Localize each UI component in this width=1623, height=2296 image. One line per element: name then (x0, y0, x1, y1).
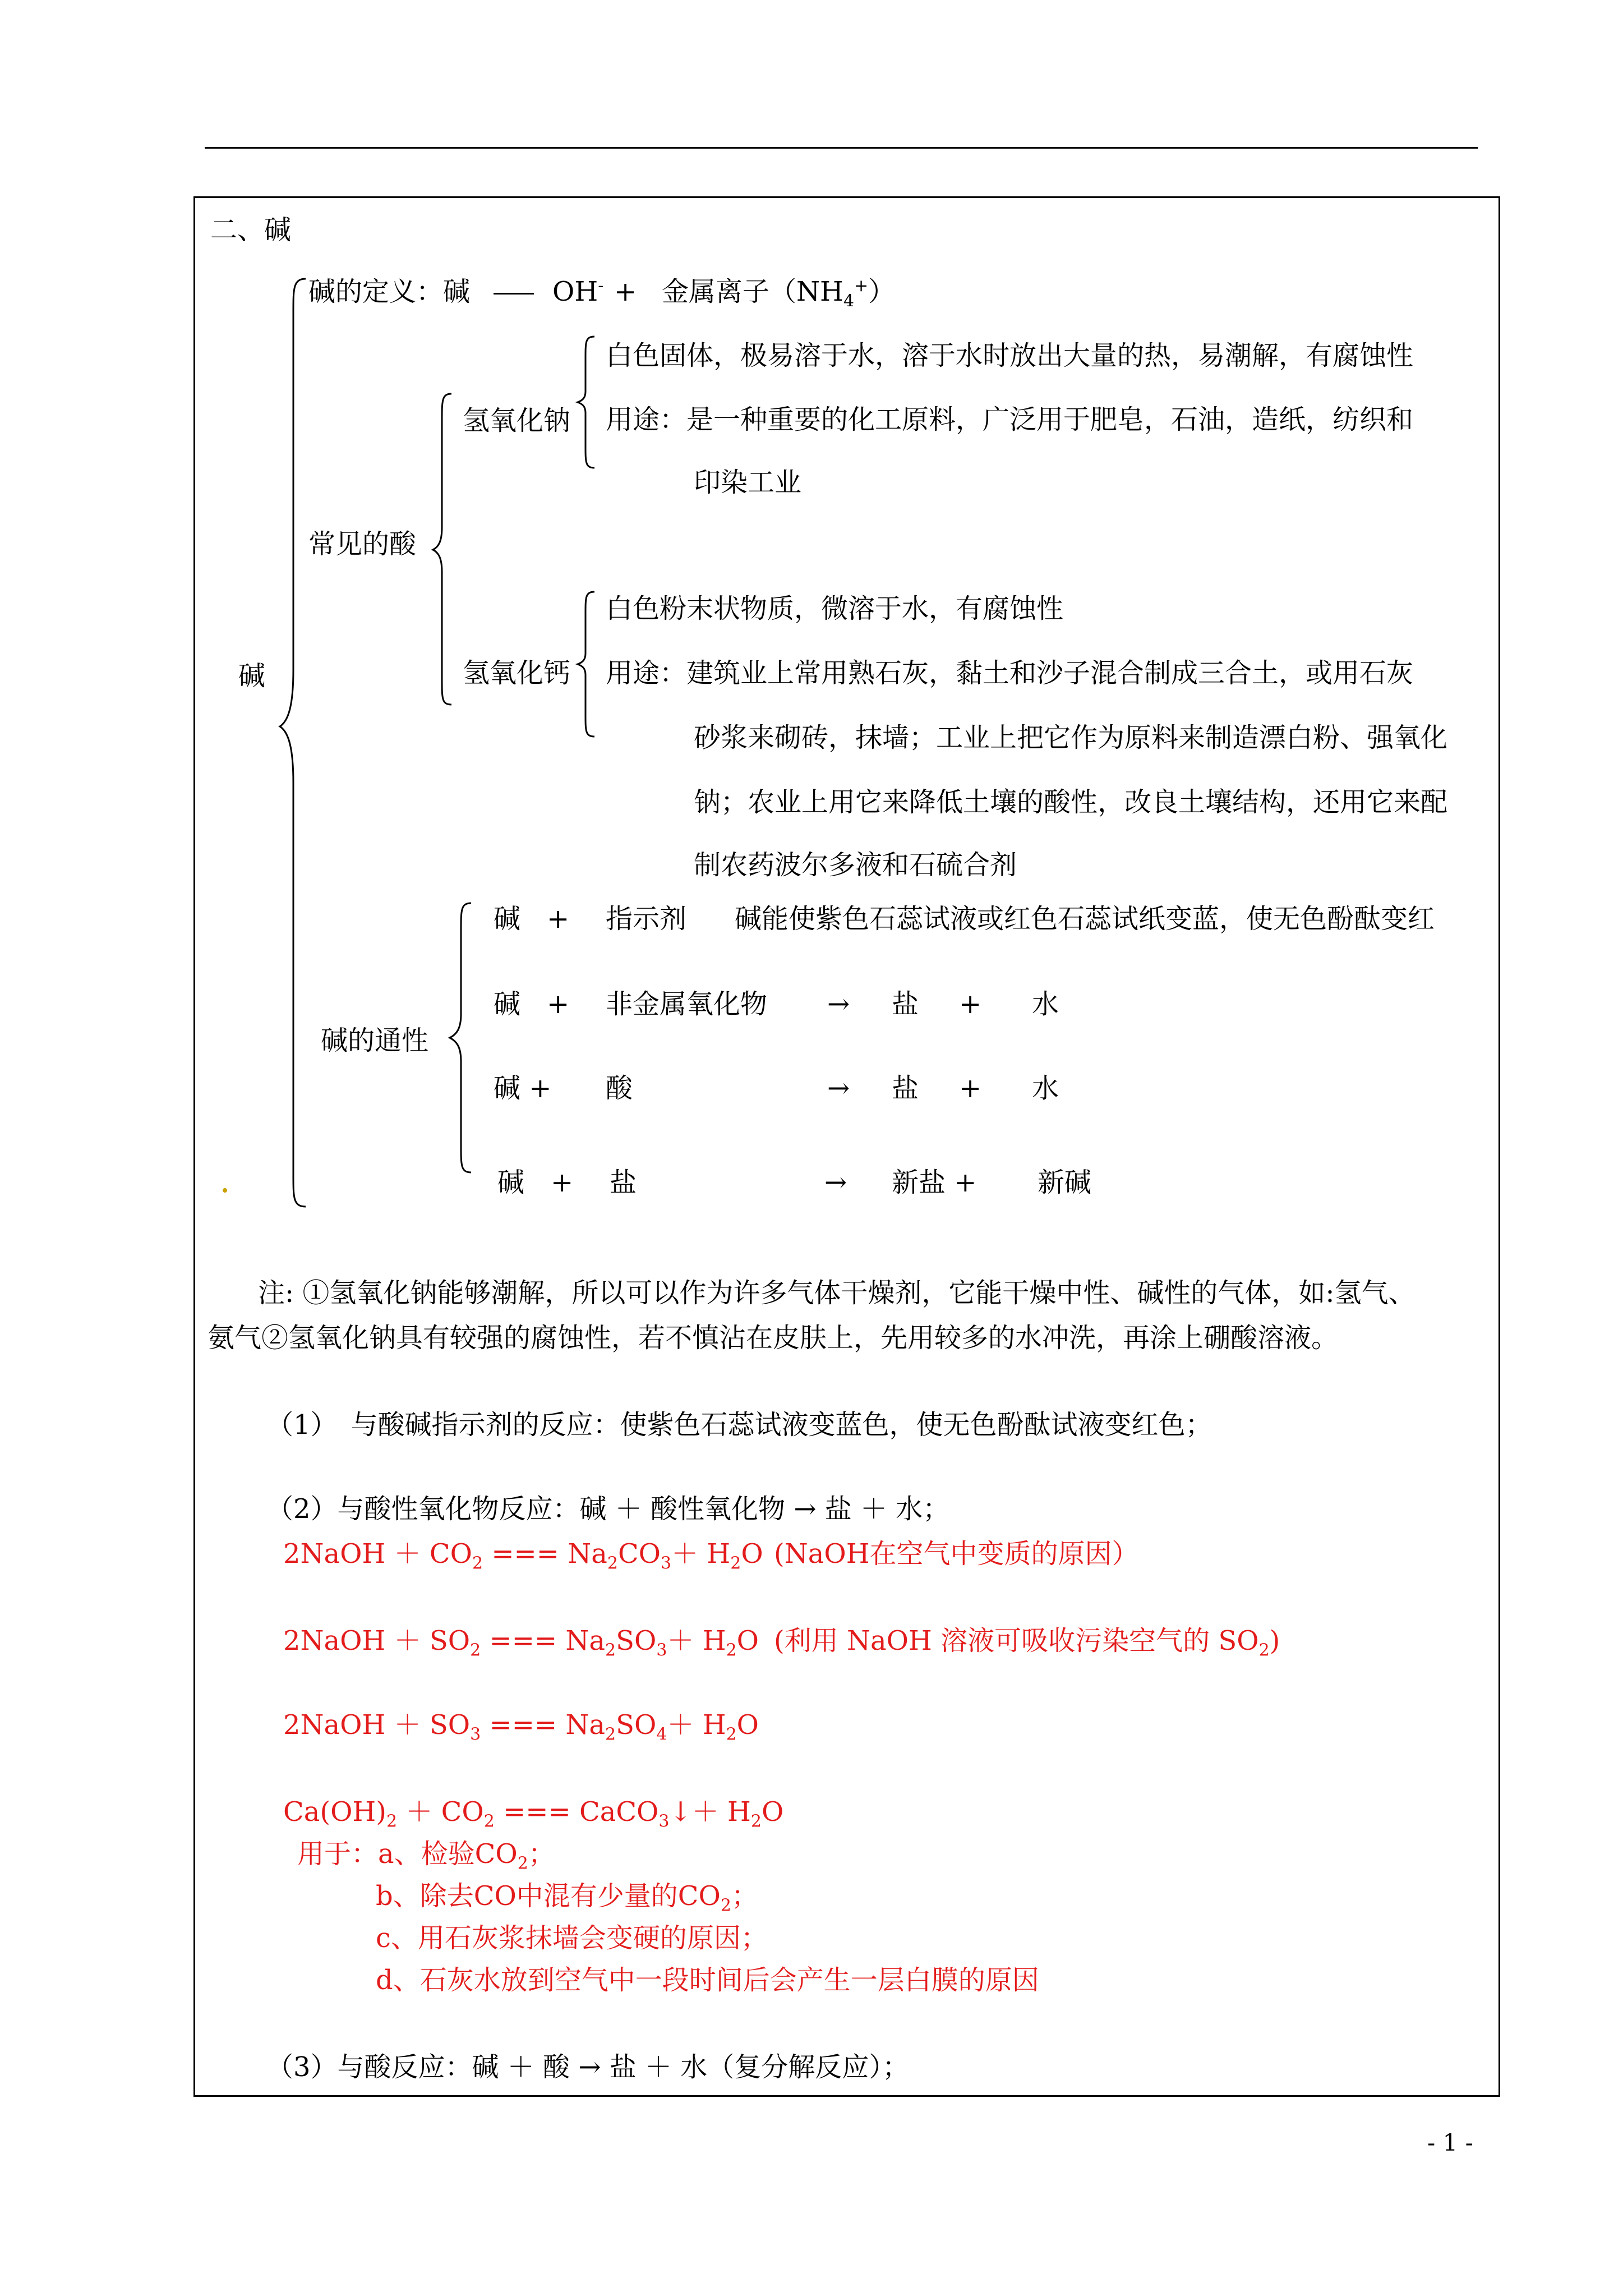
naoh-line1: 白色固体，极易溶于水，溶于水时放出大量的热，易潮解，有腐蚀性 (606, 340, 1414, 371)
common-brace (432, 393, 454, 707)
general-row1-plus: + (547, 903, 570, 935)
uses-a: 用于：a、检验$CO_2$； (297, 1838, 555, 1874)
general-row2-plus2: + (959, 988, 982, 1020)
general-row3-b: 酸 (606, 1073, 633, 1104)
common-label: 常见的酸 (308, 528, 417, 560)
root-label: 碱 (238, 660, 266, 692)
general-brace (449, 902, 473, 1174)
page-number: - 1 - (1427, 2129, 1473, 2156)
item3-text: （3）与酸反应：碱 ＋ 酸 → 盐 ＋ 水（复分解反应）； (266, 2051, 910, 2083)
section-title: 二、碱 (210, 214, 292, 246)
definition-plus: + (614, 276, 637, 307)
note-line2: 氨气②氢氧化钠具有较强的腐蚀性，若不慎沾在皮肤上，先用较多的水冲洗，再涂上硼酸溶液。 (208, 1322, 1339, 1354)
caoh-line2: 用途：建筑业上常用熟石灰，黏土和沙子混合制成三合土，或用石灰 (606, 657, 1414, 689)
item2-text: （2）与酸性氧化物反应：碱 ＋ 酸性氧化物 → 盐 ＋ 水； (266, 1493, 950, 1525)
equation-3: 2NaOH ＋ $SO_3$ === $Na_2SO_4+ H_2O$ (283, 1709, 759, 1745)
general-label: 碱的通性 (321, 1025, 429, 1056)
general-row2-plus: + (547, 988, 570, 1020)
general-row4-plus: + (551, 1167, 574, 1198)
caoh-name: 氢氧化钙 (463, 657, 571, 689)
definition-label: 碱的定义：碱 (308, 276, 471, 307)
naoh-line3: 印染工业 (694, 467, 802, 498)
header-rule (205, 147, 1478, 149)
definition-metal: 金属离子$(NH_4^+)$ (662, 276, 896, 311)
equation-2-note: (利用 NaOH 溶液可吸收污染空气的 $SO_2$) (774, 1625, 1280, 1660)
general-row2-p1: 盐 (892, 988, 919, 1020)
caoh-line1: 白色粉末状物质，微溶于水，有腐蚀性 (606, 593, 1064, 624)
equation-4: $Ca(OH)_2 + CO_2$ === CaCO$_3$↓＋ $H_2O$ (283, 1796, 784, 1832)
naoh-brace (577, 335, 597, 469)
general-row4-arrow: → (824, 1167, 847, 1198)
general-row2-b: 非金属氧化物 (606, 988, 768, 1020)
uses-d: d、石灰水放到空气中一段时间后会产生一层白膜的原因 (376, 1964, 1039, 1996)
general-row2-a: 碱 (494, 988, 521, 1020)
uses-c: c、用石灰浆抹墙会变硬的原因； (376, 1922, 768, 1954)
item1-text: （1） 与酸碱指示剂的反应：使紫色石蕊试液变蓝色，使无色酚酞试液变红色； (266, 1409, 1212, 1441)
caoh-line3: 砂浆来砌砖，抹墙；工业上把它作为原料来制造漂白粉、强氧化 (694, 722, 1448, 753)
root-brace (278, 278, 311, 1209)
general-row1-b: 指示剂 (606, 903, 687, 935)
general-row1-c: 碱能使紫色石蕊试液或红色石蕊试纸变蓝，使无色酚酞变红 (735, 903, 1435, 935)
caoh-brace (577, 591, 597, 738)
caoh-line4: 钠；农业上用它来降低土壤的酸性，改良土壤结构，还用它来配 (694, 786, 1448, 818)
general-row3-p1: 盐 (892, 1073, 919, 1104)
general-row4-a: 碱 (497, 1167, 525, 1198)
note-line1: 注: ①氢氧化钠能够潮解，所以可以作为许多气体干燥剂，它能干燥中性、碱性的气体，如:氢气、 (258, 1277, 1415, 1309)
general-row3-a: 碱 + (494, 1073, 552, 1104)
equation-2: 2NaOH ＋ $SO_2$ === $Na_2SO_3+ H_2O$ (283, 1625, 759, 1660)
uses-b: b、除去CO中混有少量的$CO_2$； (376, 1880, 758, 1916)
equation-1-note: (NaOH在空气中变质的原因） (774, 1538, 1139, 1570)
general-row4-p1: 新盐 + (892, 1167, 977, 1198)
stray-mark (223, 1188, 227, 1193)
general-row3-p2: 水 (1032, 1073, 1059, 1104)
general-row4-b: 盐 (610, 1167, 637, 1198)
definition-dash (494, 293, 534, 295)
general-row3-plus2: + (959, 1073, 982, 1104)
general-row4-p2: 新碱 (1038, 1167, 1092, 1198)
general-row2-p2: 水 (1032, 988, 1059, 1020)
general-row3-arrow: → (827, 1073, 850, 1104)
caoh-line5: 制农药波尔多液和石硫合剂 (694, 849, 1017, 881)
general-row2-arrow: → (827, 988, 850, 1020)
naoh-line2: 用途：是一种重要的化工原料，广泛用于肥皂，石油，造纸，纺织和 (606, 404, 1414, 435)
equation-1: 2NaOH ＋ $CO_2$ === $Na_2CO_3+ H_2O$ (283, 1538, 763, 1573)
general-row1-a: 碱 (494, 903, 521, 935)
naoh-name: 氢氧化钠 (463, 405, 571, 436)
definition-ion: OH- (552, 276, 604, 307)
